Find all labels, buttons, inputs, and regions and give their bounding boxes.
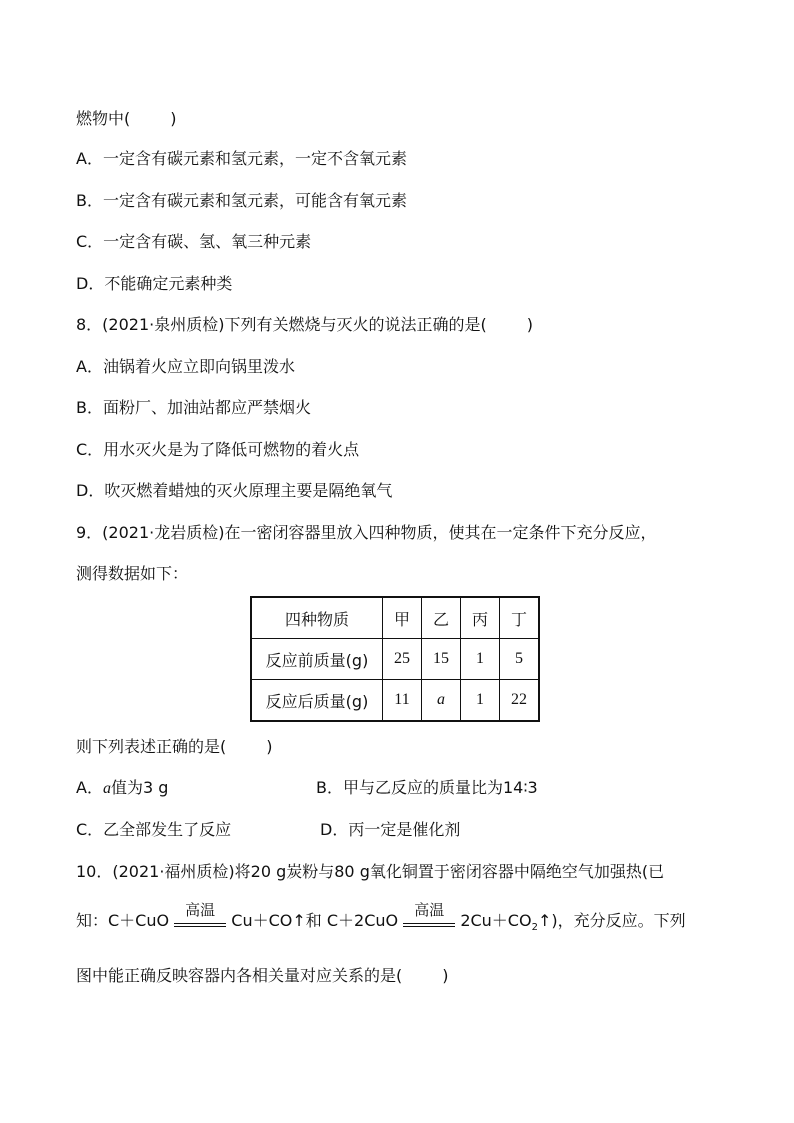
table-cell: 丙 — [461, 597, 500, 639]
table-cell: 四种物质 — [251, 597, 383, 639]
q8-option-b: B．面粉厂、加油站都应严禁烟火 — [76, 398, 311, 417]
q7-stem-tail: 燃物中( ) — [76, 109, 177, 128]
table-row — [251, 680, 539, 722]
q10-stem-line3: 图中能正确反映容器内各相关量对应关系的是( ) — [76, 966, 449, 985]
q10-equation-line: 知：C＋CuO 高温 Cu＋CO↑和 C＋2CuO 高温 $2Cu+CO_2↑$)，充分反应。下列 — [76, 900, 686, 934]
reaction-condition-sign: 高温 — [174, 911, 226, 933]
q7-option-d: D．不能确定元素种类 — [76, 274, 233, 293]
table-cell: 反应前质量(g) — [251, 639, 383, 680]
table-cell: 乙 — [422, 597, 461, 639]
q9-option-a: A．a值为3 g — [76, 778, 169, 797]
table-cell: 11 — [383, 680, 422, 722]
q9-data-table — [250, 596, 540, 722]
q9-option-b: B．甲与乙反应的质量比为14∶3 — [316, 778, 538, 797]
table-cell: 1 — [461, 639, 500, 680]
q7-option-b: B．一定含有碳元素和氢元素，可能含有氧元素 — [76, 191, 407, 210]
table-cell: 15 — [422, 639, 461, 680]
q7-option-a: A．一定含有碳元素和氢元素，一定不含氧元素 — [76, 149, 407, 168]
table-cell: 丁 — [500, 597, 540, 639]
q7-option-c: C．一定含有碳、氢、氧三种元素 — [76, 232, 312, 251]
table-cell: 1 — [461, 680, 500, 722]
table-cell: 22 — [500, 680, 540, 722]
table-row — [251, 639, 539, 680]
q9-option-c: C．乙全部发生了反应 — [76, 820, 232, 839]
q8-stem: 8．(2021·泉州质检)下列有关燃烧与灭火的说法正确的是( ) — [76, 315, 533, 334]
q9-stem-line1: 9．(2021·龙岩质检)在一密闭容器里放入四种物质，使其在一定条件下充分反应， — [76, 523, 657, 542]
table-cell: a — [422, 680, 461, 722]
table-cell: 25 — [383, 639, 422, 680]
q9-option-d: D．丙一定是催化剂 — [320, 820, 461, 839]
table-cell: 反应后质量(g) — [251, 680, 383, 722]
q10-stem-line1: 10．(2021·福州质检)将20 g炭粉与80 g氧化铜置于密闭容器中隔绝空气加强热(已 — [76, 862, 665, 881]
q8-option-a: A．油锅着火应立即向锅里泼水 — [76, 357, 295, 376]
table-cell: 5 — [500, 639, 540, 680]
q9-stem-line2: 测得数据如下： — [76, 564, 189, 583]
reaction-condition-sign: 高温 — [403, 911, 455, 933]
table-cell: 甲 — [383, 597, 422, 639]
q8-option-d: D．吹灭燃着蜡烛的灭火原理主要是隔绝氧气 — [76, 481, 393, 500]
q8-option-c: C．用水灭火是为了降低可燃物的着火点 — [76, 440, 360, 459]
table-header-row — [251, 597, 539, 639]
q9-ask: 则下列表述正确的是( ) — [76, 737, 273, 756]
